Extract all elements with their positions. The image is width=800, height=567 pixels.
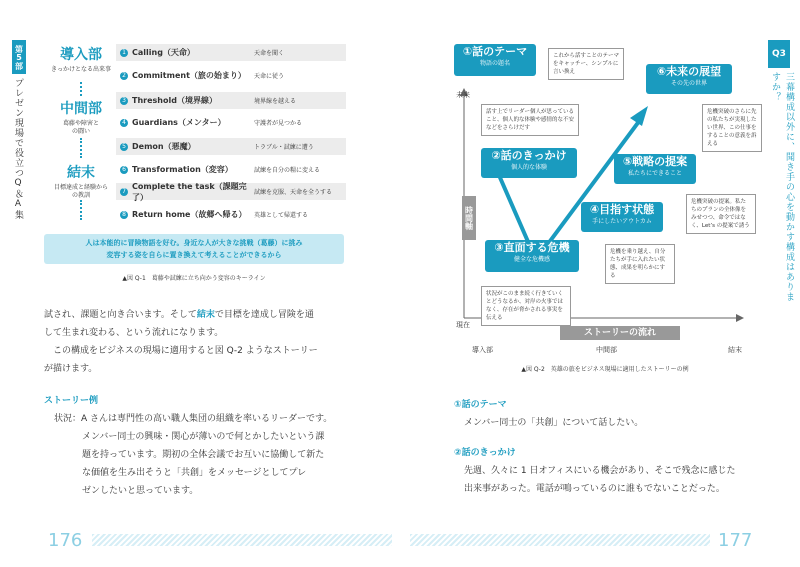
dotted-connector [80,138,84,158]
dotted-connector [80,200,84,220]
step-row [116,44,346,61]
step-row [116,138,346,155]
note-theme: これから話すことのテーマをキャッチー、シンプルに言い換え [548,48,624,80]
callout-subtitle: 健全な危機感 [513,256,550,263]
question-title [768,72,796,302]
question-title-line2: 聞き手の心を動かす構成はありますか？ [770,72,794,302]
highlight-term: 結末 [196,310,215,320]
step-description: 天命を聞く [254,50,285,57]
part-number: 第5部 [12,40,26,74]
step-description: 天命に従う [254,73,285,80]
step-number: 4 [120,119,128,127]
step-row [116,183,346,200]
text-run: で目標を達成し冒険を通 [214,310,314,320]
step-title: Complete the task（課題完了） [132,181,247,202]
callout-title: ③直面する危機 [494,241,570,254]
callout-title: ⑥未来の展望 [656,65,722,78]
dotted-connector [80,82,84,96]
section-text: 出来事があった。電話が鳴っているのに誰もでないことだった。 [464,484,725,494]
figure-caption: ▲図 Q-2 英雄の旅をビジネス現場に適用したストーリーの例 [521,366,689,373]
y-axis-bottom-label: 現在 [456,321,470,329]
step-number: 1 [120,49,128,57]
note-goal: 危機を乗り越え、自分たちが手に入れたい状態、成果を明らかにする [605,244,675,284]
callout-trigger [481,148,577,178]
story-line: メンバー同士の興味・関心が薄いので何とかしたいという課 [82,432,325,442]
callout-subtitle: 手にしたいアウトカム [592,218,652,225]
paragraph-2-cont: が描けます。 [44,364,98,374]
step-title: Guardians（メンター） [132,118,226,127]
story-curve-arrowhead [630,106,648,126]
part-tab [12,40,26,260]
callout-title: ①話のテーマ [462,45,528,58]
phase-end [44,162,118,200]
note-crisis: 状況がこのまま続く行きていくとどうなるか、対岸の火事ではなく、存在が脅かされる事実を伝える [481,286,571,326]
text-run: 試され、課題と向き合います。そして [44,310,197,320]
section-text: 先週、久々に 1 日オフィスにいる機会があり、そこで残念に感じた [464,466,736,476]
footer-stripe-left [92,534,392,546]
callout-subtitle: その先の世界 [670,80,707,87]
x-axis-title: ストーリーの流れ [560,326,680,340]
story-line: 題を持っています。期初の全体会議でお互いに協働して新た [82,450,325,460]
note-trigger: 話す上でリーダー個人が思っていること、個人的な体験や感情的な不安などをさらけだす [481,104,579,136]
step-row [116,67,346,84]
story-line: 状況：A さんは専門性の高い職人集団の組織を率いるリーダーです。 [54,414,333,424]
story-line: な価値を生み出そうと「共創」をメッセージとしてプレ [82,468,307,478]
step-number: 2 [120,72,128,80]
step-row [116,92,346,109]
figure-banner [44,234,344,264]
step-description: 守護者が見つかる [254,120,303,127]
step-title: Commitment（旅の始まり） [132,71,246,80]
right-body [454,396,764,498]
step-number: 5 [120,143,128,151]
step-title: Return home（故郷へ帰る） [132,210,247,219]
step-description: 英雄として帰還する [254,212,309,219]
callout-title: ②話のきっかけ [491,149,567,162]
left-body [44,306,364,500]
phase-title: 中間部 [60,101,102,117]
y-axis-top-label: 未来 [456,91,470,99]
callout-title: ⑤戦略の提案 [622,155,688,168]
x-tick-label: 結末 [728,346,742,354]
banner-line2: 変容する姿を自らに置き換えて考えることができるから [106,251,282,259]
step-title: Threshold（境界線） [132,96,217,105]
note-strategy: 危機突破の提案。私たちのプランの全体像をみせつつ、命令ではなく、Let’s の提案で誘う [686,194,756,234]
page-number-left: 176 [48,530,83,551]
step-description: 境界線を越える [254,98,297,105]
x-tick-label: 中間部 [596,346,617,354]
phase-subtitle: 葛藤や障害との闘い [62,120,99,135]
story-heading: ストーリー例 [44,396,99,406]
question-number: Q3 [768,40,790,68]
story-line: ゼンしたいと思っています。 [82,486,199,496]
figure-caption: ▲図 Q-1 葛藤や試練に立ち向かう変容のキーライン [122,275,266,282]
banner-line1: 人は本能的に冒険物語を好む。身近な人が大きな挑戦（葛藤）に挑み [85,239,303,247]
callout-title: ④目指す状態 [589,203,655,216]
callout-theme [454,44,536,76]
y-axis-title: 時間軸 [462,196,476,240]
callout-crisis [485,240,579,272]
phase-title: 結末 [67,165,95,181]
step-number: 8 [120,211,128,219]
section-heading: ②話のきっかけ [454,448,516,458]
step-description: トラブル・試練に遭う [254,144,314,151]
step-row [116,114,346,131]
section-text: メンバー同士の「共創」について話したい。 [464,418,644,428]
callout-future [646,64,732,94]
step-row [116,161,346,178]
step-description: 試練を自分の糧に変える [254,167,321,174]
page-number-right: 177 [718,530,753,551]
phase-middle [44,98,118,136]
step-number: 3 [120,97,128,105]
step-description: 試練を克服、天命を全うする [254,189,333,196]
callout-strategy [614,154,696,184]
part-title: プレゼン現場で役立つQ＆A集 [13,78,23,220]
phase-subtitle: きっかけとなる出来事 [50,66,111,73]
paragraph-1 [44,306,364,324]
note-future: 危機突破のさらに先の私たちが実現したい世界、この仕事をすることの意義を訴える [702,104,762,152]
question-title-line1: 三幕構成以外に、 [784,72,794,152]
phase-title: 導入部 [60,47,102,63]
story-curve-line [488,120,640,260]
step-title: Demon（悪魔） [132,142,196,151]
paragraph-2: この構成をビジネスの現場に適用すると図 Q-2 ようなストーリー [53,346,318,356]
step-number: 6 [120,166,128,174]
step-title: Transformation（変容） [132,165,233,174]
step-number: 7 [120,188,128,196]
footer-stripe-right [410,534,710,546]
x-axis-arrow [736,314,744,322]
phase-intro [44,44,118,74]
question-tab [768,40,794,302]
step-title: Calling（天命） [132,48,195,57]
callout-subtitle: 個人的な体験 [510,164,547,171]
phase-subtitle: 目標達成と経験からの教訓 [53,184,108,199]
paragraph-1-cont: して生まれ変わる、という流れになります。 [44,328,224,338]
callout-subtitle: 物語の題名 [479,60,510,67]
callout-goal [581,202,663,232]
step-row [116,206,346,223]
callout-subtitle: 私たちにできること [627,170,682,177]
section-heading: ①話のテーマ [454,400,507,410]
x-tick-label: 導入部 [472,346,493,354]
